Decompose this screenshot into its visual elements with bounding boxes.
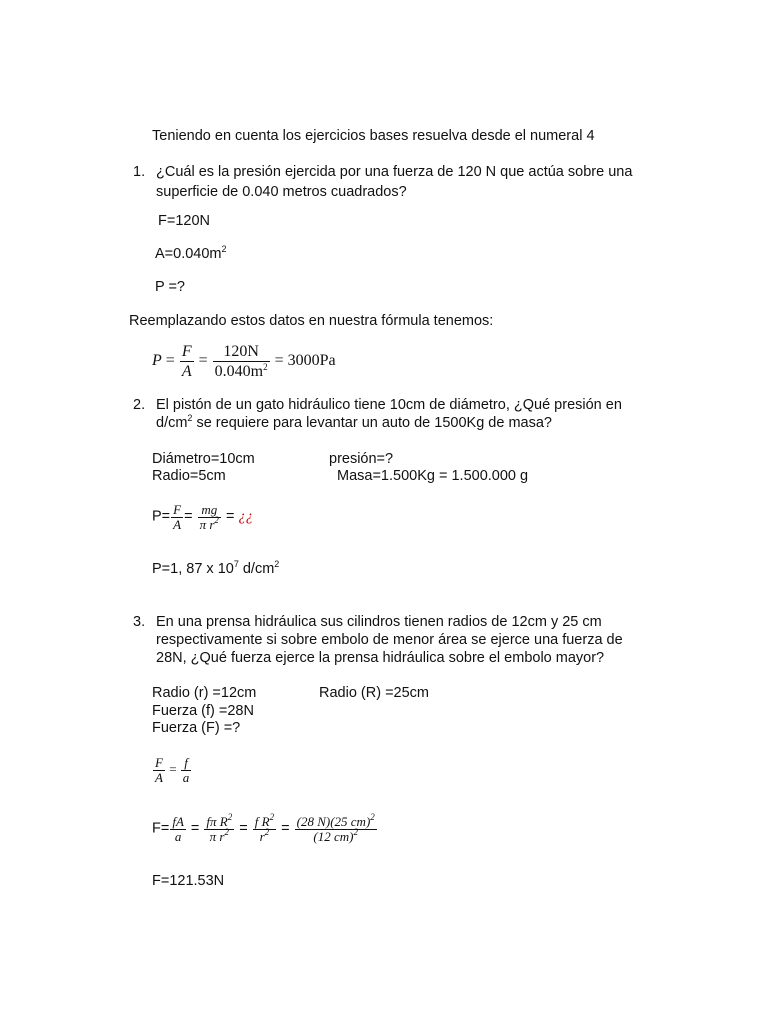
q1-line-2: superficie de 0.040 metros cuadrados? xyxy=(156,184,407,200)
q2-formula: P= $\frac{F}{A}$ = $\frac{mg}{\pi r^2}$ = ¿¿ xyxy=(152,502,253,532)
q2-line-1: El pistón de un gato hidráulico tiene 10cm de diámetro, ¿Qué presión en xyxy=(156,397,622,413)
q1-equation: P = $\frac{F}{A}$ = $\frac{120N}{0.040m^2}$ = 3000Pa xyxy=(152,343,336,380)
q2-number: 2. xyxy=(133,397,146,413)
q1-number: 1. xyxy=(133,164,146,180)
q3-radius-small: Radio (r) =12cm xyxy=(152,685,257,701)
q1-replace-text: Reemplazando estos datos en nuestra fórmula tenemos: xyxy=(129,313,494,329)
q2-radius: Radio=5cm xyxy=(152,468,226,484)
q3-radius-large: Radio (R) =25cm xyxy=(319,685,429,701)
q2-pressure-unknown: presión=? xyxy=(329,451,394,467)
q3-force-large: Fuerza (F) =? xyxy=(152,720,241,736)
q2-mass: Masa=1.500Kg = 1.500.000 g xyxy=(337,468,529,484)
q3-number: 3. xyxy=(133,614,146,630)
q3-formula: F= $\frac{fA}{a}$ = $\frac{f\pi R^2}{\pi r^2}$ = $\frac{f R^2}{r^2}$ = $\frac{(28 N)(25 cm)^2}{(12 cm)^2}$ xyxy=(152,812,375,844)
q3-force-small: Fuerza (f) =28N xyxy=(152,703,254,719)
q2-line-2: $d/cm^2$ se requiere para levantar un auto de 1500Kg de masa? xyxy=(156,413,552,431)
intro-text: Teniendo en cuenta los ejercicios bases resuelva desde el numeral 4 xyxy=(152,128,595,144)
q1-pressure-unknown: P =? xyxy=(155,279,185,295)
q3-answer: F=121.53N xyxy=(152,873,225,889)
q3-line-2: respectivamente si sobre embolo de menor área se ejerce una fuerza de xyxy=(156,632,623,648)
q3-line-3: 28N, ¿Qué fuerza ejerce la prensa hidráulica sobre el embolo mayor? xyxy=(156,650,605,666)
q1-force: F=120N xyxy=(158,213,210,229)
q2-answer: P=1, 87 x $10^7$ $d/cm^2$ xyxy=(152,559,280,577)
q1-line-1: ¿Cuál es la presión ejercida por una fuerza de 120 N que actúa sobre una xyxy=(156,164,633,180)
q3-ratio: $\frac{F}{A}$ = $\frac{f}{a}$ xyxy=(155,755,190,785)
q2-diameter: Diámetro=10cm xyxy=(152,451,255,467)
q3-line-1: En una prensa hidráulica sus cilindros tienen radios de 12cm y 25 cm xyxy=(156,614,602,630)
q1-area: $A=0.040m^2$ xyxy=(155,244,227,262)
